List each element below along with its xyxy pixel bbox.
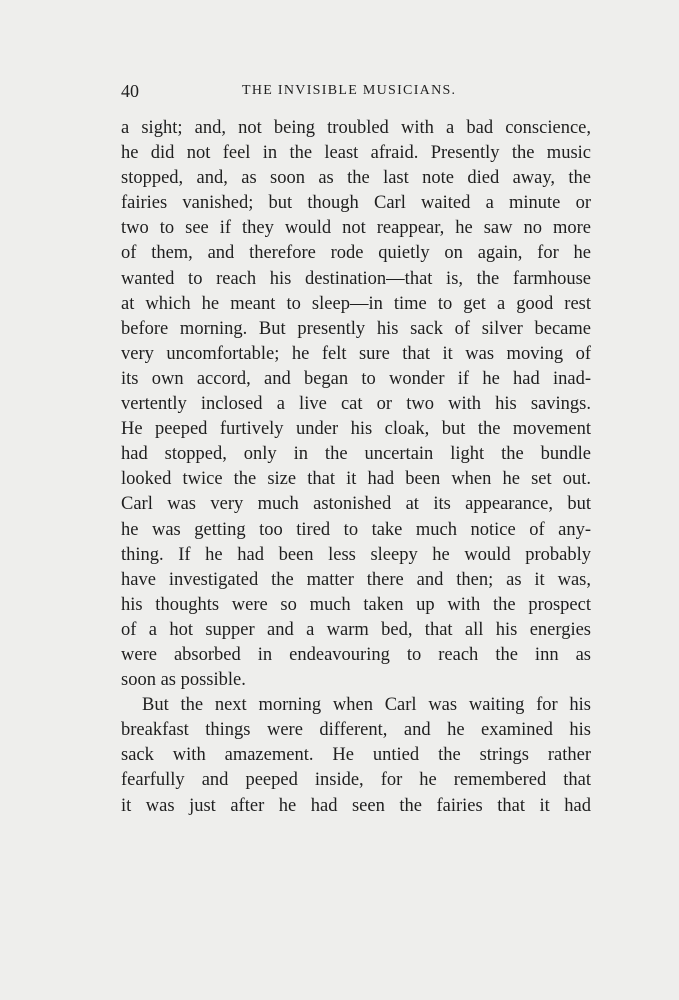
body-text: [121, 116, 591, 819]
text-line: were absorbed in endeavouring to reach the inn as: [121, 644, 591, 665]
text-line: thing. If he had been less sleepy he would probably: [121, 544, 591, 565]
text-line: looked twice the size that it had been when he set out.: [121, 469, 591, 490]
text-line: vertently inclosed a live cat or two with his savings.: [121, 394, 591, 415]
text-line: of a hot supper and a warm bed, that all his energies: [121, 619, 591, 640]
text-line: had stopped, only in the uncertain light the bundle: [121, 444, 591, 465]
text-line: But the next morning when Carl was waiting for his: [142, 695, 591, 716]
text-line: at which he meant to sleep—in time to get a good rest: [121, 293, 591, 314]
text-line: fearfully and peeped inside, for he remembered that: [121, 770, 591, 791]
paragraph: [121, 116, 591, 693]
text-line: stopped, and, as soon as the last note died away, the: [121, 168, 591, 189]
text-line: wanted to reach his destination—that is, the farmhouse: [121, 268, 591, 289]
text-line: its own accord, and began to wonder if he had inad-: [121, 368, 591, 389]
text-line: his thoughts were so much taken up with the prospect: [121, 594, 591, 615]
page-number: 40: [121, 81, 139, 101]
text-line: He peeped furtively under his cloak, but the movement: [121, 419, 591, 440]
text-line: two to see if they would not reappear, he saw no more: [121, 218, 591, 239]
text-line: Carl was very much astonished at its appearance, but: [121, 494, 591, 515]
running-head: [121, 80, 591, 102]
text-line: breakfast things were different, and he examined his: [121, 720, 591, 741]
text-line: before morning. But presently his sack of silver became: [121, 318, 591, 339]
text-line: fairies vanished; but though Carl waited a minute or: [121, 193, 591, 214]
text-line: soon as possible.: [121, 670, 246, 691]
paragraph: [121, 693, 591, 818]
text-line: he was getting too tired to take much notice of any-: [121, 519, 591, 540]
text-line: it was just after he had seen the fairies that it had: [121, 795, 591, 816]
text-line: have investigated the matter there and then; as it was,: [121, 569, 591, 590]
running-title: THE INVISIBLE MUSICIANS.: [242, 83, 457, 98]
text-line: he did not feel in the least afraid. Presently the music: [121, 143, 591, 164]
text-line: of them, and therefore rode quietly on again, for he: [121, 243, 591, 264]
text-line: a sight; and, not being troubled with a bad conscience,: [121, 118, 591, 138]
text-line: very uncomfortable; he felt sure that it was moving of: [121, 343, 591, 364]
text-line: sack with amazement. He untied the strings rather: [121, 745, 591, 766]
